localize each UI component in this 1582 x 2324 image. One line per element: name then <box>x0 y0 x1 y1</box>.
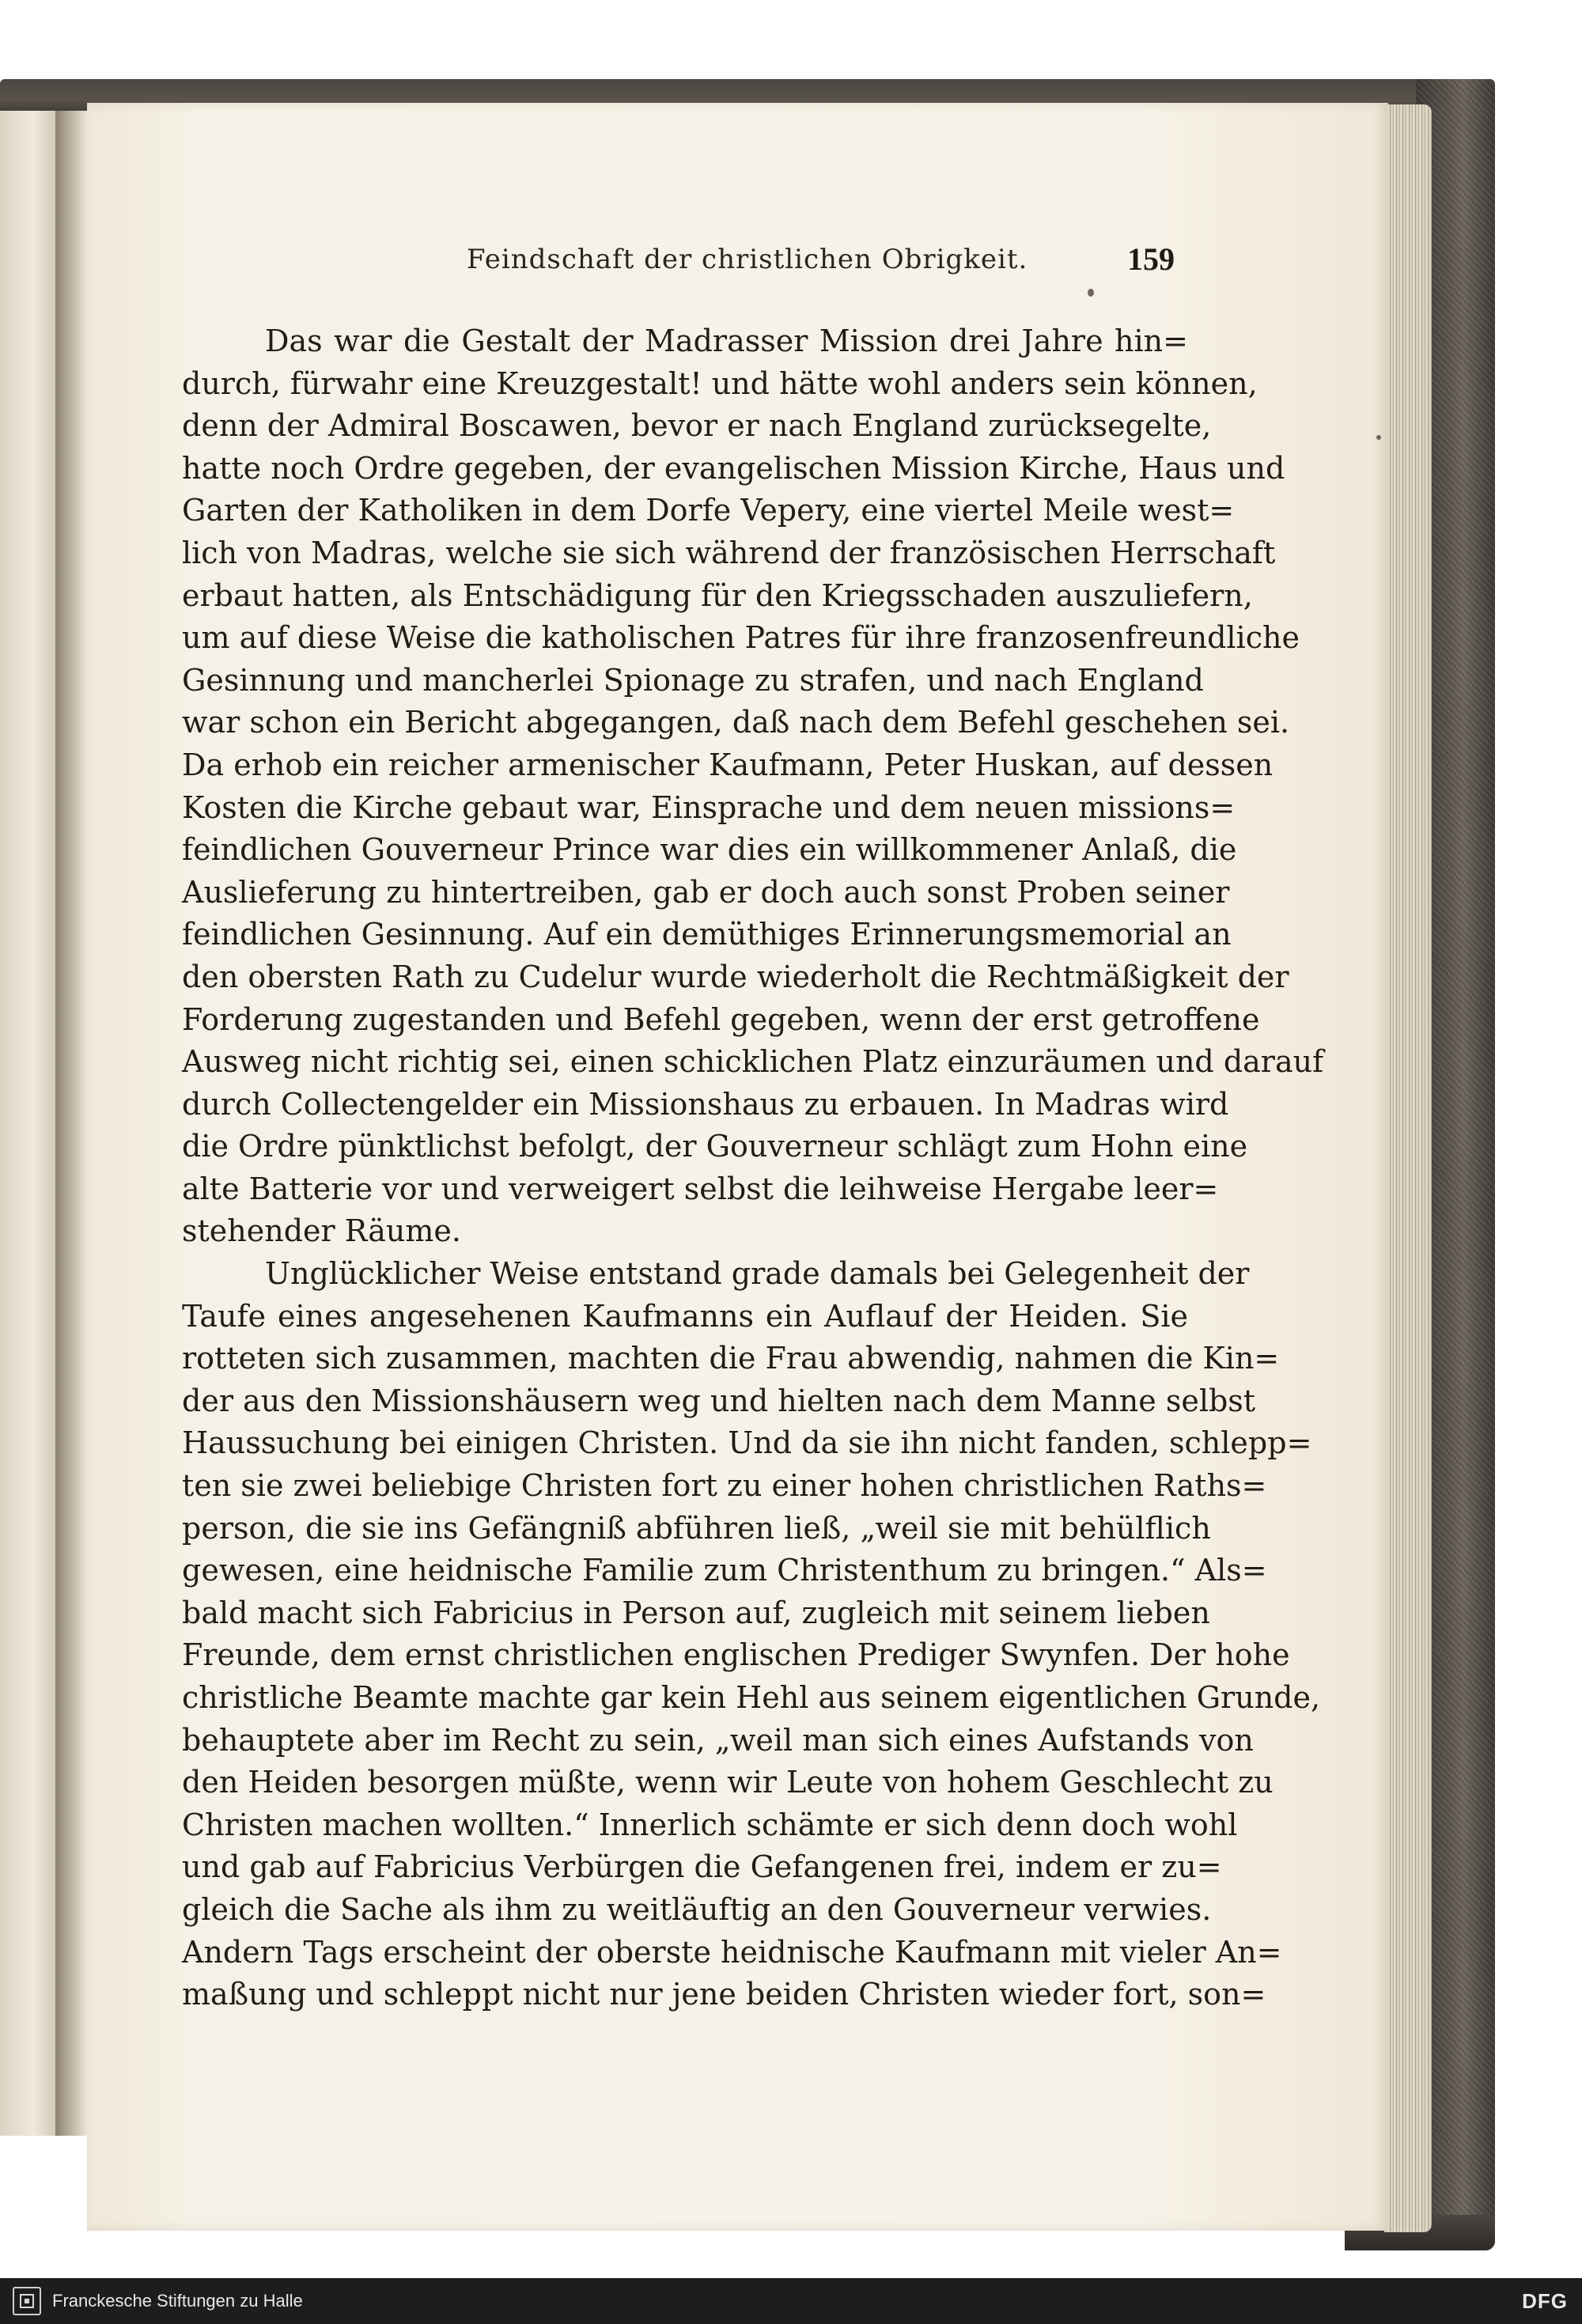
text-line: und gab auf Fabricius Verbürgen die Gefangenen frei, indem er zu= <box>182 1849 1222 1885</box>
text-line: durch Collectengelder ein Missionshaus zu erbauen. In Madras wird <box>182 1086 1229 1122</box>
text-line: Forderung zugestanden und Befehl gegeben, wenn der erst getroffene <box>182 1001 1260 1037</box>
page-number: 159 <box>1127 241 1175 277</box>
institution-crest-icon <box>13 2287 41 2315</box>
text-line: bald macht sich Fabricius in Person auf, zugleich mit seinem lieben <box>182 1595 1210 1630</box>
text-line: stehender Räume. <box>182 1213 461 1249</box>
text-line: lich von Madras, welche sie sich während der französischen Herrschaft <box>182 535 1276 570</box>
text-line: den Heiden besorgen müßte, wenn wir Leute von hohem Geschlecht zu <box>182 1765 1274 1800</box>
text-line: Das war die Gestalt der Madrasser Mission drei Jahre hin= <box>265 324 1188 358</box>
text-line: feindlichen Gouverneur Prince war dies ein willkommener Anlaß, die <box>182 832 1237 868</box>
text-line: Da erhob ein reicher armenischer Kaufmann, Peter Huskan, auf dessen <box>182 747 1274 782</box>
page-edges <box>1384 104 1432 2232</box>
text-line: war schon ein Bericht abgegangen, daß nach dem Befehl geschehen sei. <box>182 705 1290 740</box>
text-line: Taufe eines angesehenen Kaufmanns ein Auflauf der Heiden. Sie <box>182 1298 1188 1334</box>
body-text <box>182 320 1324 2029</box>
text-line: Garten der Katholiken in dem Dorfe Vepery, eine viertel Meile west= <box>182 493 1235 528</box>
viewer-footer <box>0 2278 1582 2324</box>
text-line: Unglücklicher Weise entstand grade damals bei Gelegenheit der <box>265 1256 1250 1292</box>
text-line: Auslieferung zu hintertreiben, gab er doch auch sonst Proben seiner <box>182 874 1230 910</box>
text-line: person, die sie ins Gefängniß abführen ließ, „weil sie mit behülflich <box>182 1510 1211 1546</box>
text-line: erbaut hatten, als Entschädigung für den Kriegsschaden auszuliefern, <box>182 577 1253 613</box>
text-line: Haussuchung bei einigen Christen. Und da sie ihn nicht fanden, schlepp= <box>182 1425 1312 1461</box>
text-line: Gesinnung und mancherlei Spionage zu strafen, und nach England <box>182 662 1204 698</box>
text-line: um auf diese Weise die katholischen Patres für ihre franzosenfreundliche <box>182 620 1300 656</box>
paper-speck <box>1088 289 1094 297</box>
text-line: maßung und schleppt nicht nur jene beiden Christen wieder fort, son= <box>182 1977 1266 2012</box>
text-line: rotteten sich zusammen, machten die Frau abwendig, nahmen die Kin= <box>182 1341 1280 1376</box>
dfg-logo: DFG <box>1522 2288 1568 2313</box>
text-line: Ausweg nicht richtig sei, einen schicklichen Platz einzuräumen und darauf <box>182 1044 1324 1080</box>
text-line: gleich die Sache als ihm zu weitläuftig an den Gouverneur verwies. <box>182 1891 1212 1927</box>
footer-institution <box>0 2287 303 2315</box>
text-line: die Ordre pünktlichst befolgt, der Gouverneur schlägt zum Hohn eine <box>182 1129 1248 1164</box>
text-line: christliche Beamte machte gar kein Hehl aus seinem eigentlichen Grunde, <box>182 1680 1321 1715</box>
running-head: Feindschaft der christlichen Obrigkeit. <box>467 244 1028 275</box>
text-line: behauptete aber im Recht zu sein, „weil man sich eines Aufstands von <box>182 1722 1254 1758</box>
text-line: alte Batterie vor und verweigert selbst die leihweise Hergabe leer= <box>182 1171 1219 1206</box>
text-line: durch, fürwahr eine Kreuzgestalt! und hätte wohl anders sein können, <box>182 365 1258 401</box>
text-line: der aus den Missionshäusern weg und hielten nach dem Manne selbst <box>182 1383 1256 1418</box>
text-line: Christen machen wollten.“ Innerlich schämte er sich denn doch wohl <box>182 1807 1238 1842</box>
text-line: gewesen, eine heidnische Familie zum Christenthum zu bringen.“ Als= <box>182 1553 1267 1588</box>
text-line: hatte noch Ordre gegeben, der evangelischen Mission Kirche, Haus und <box>182 450 1285 486</box>
paper-speck <box>1376 435 1381 440</box>
text-line: den obersten Rath zu Cudelur wurde wiederholt die Rechtmäßigkeit der <box>182 959 1289 994</box>
text-line: Kosten die Kirche gebaut war, Einsprache und dem neuen missions= <box>182 789 1236 825</box>
text-line: feindlichen Gesinnung. Auf ein demüthiges Erinnerungsmemorial an <box>182 917 1232 952</box>
text-line: Andern Tags erscheint der oberste heidnische Kaufmann mit vieler An= <box>182 1934 1282 1970</box>
left-page-edge <box>0 111 57 2136</box>
text-line: ten sie zwei beliebige Christen fort zu einer hohen christlichen Raths= <box>182 1468 1267 1504</box>
institution-name: Franckesche Stiftungen zu Halle <box>52 2291 303 2311</box>
text-line: Freunde, dem ernst christlichen englischen Prediger Swynfen. Der hohe <box>182 1637 1290 1673</box>
text-line: denn der Admiral Boscawen, bevor er nach England zurücksegelte, <box>182 408 1212 444</box>
book-gutter <box>55 111 87 2136</box>
